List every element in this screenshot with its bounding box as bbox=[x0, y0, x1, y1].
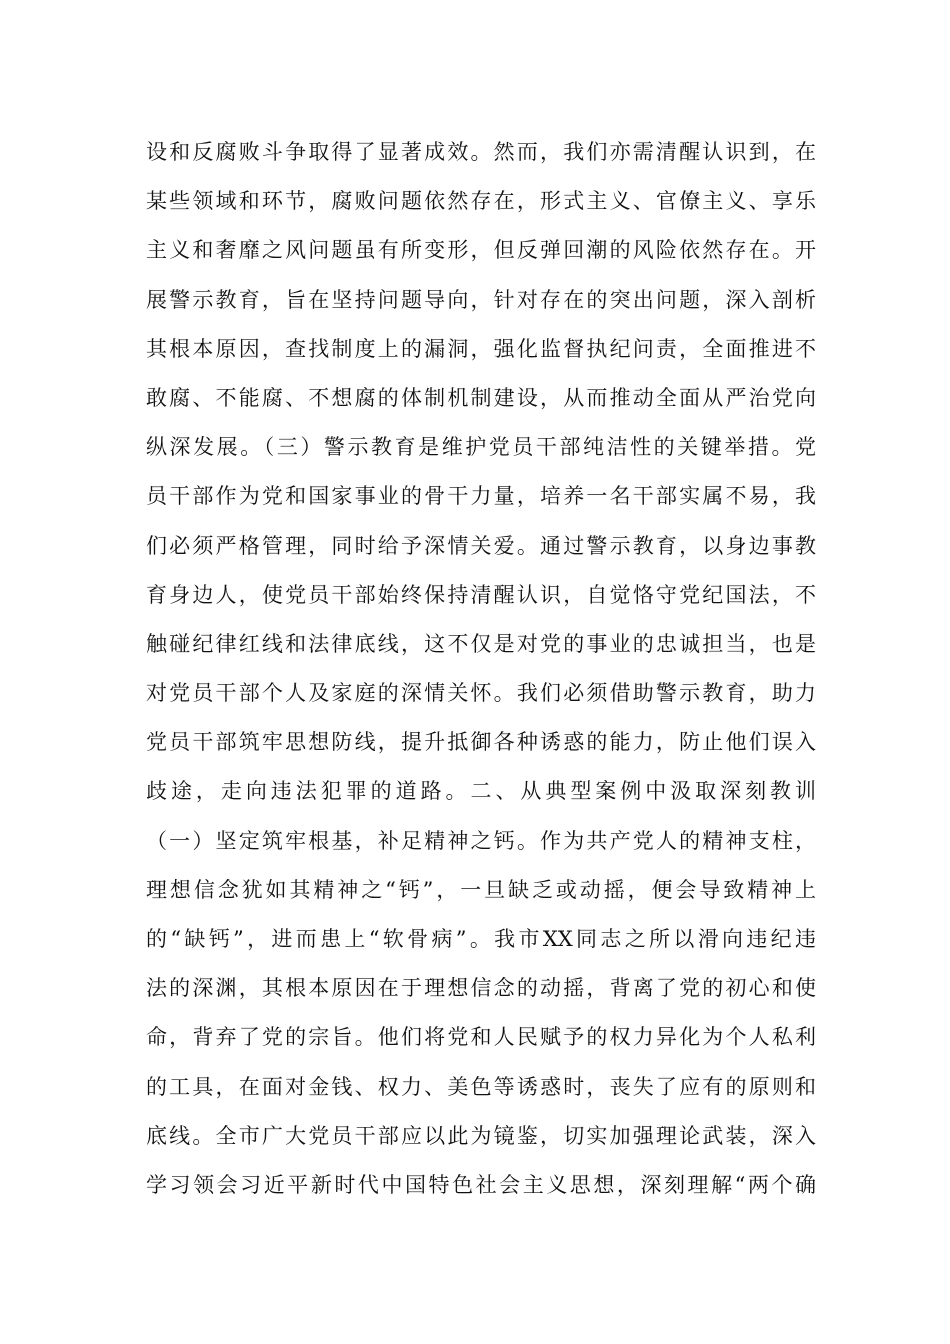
text-line: 命，背弃了党的宗旨。他们将党和人民赋予的权力异化为个人私利 bbox=[146, 1025, 816, 1050]
text-line: 法的深渊，其根本原因在于理想信念的动摇，背离了党的初心和使 bbox=[146, 976, 816, 1001]
text-line: 育身边人，使党员干部始终保持清醒认识，自觉恪守党纪国法，不 bbox=[146, 582, 816, 607]
text-line: 学习领会习近平新时代中国特色社会主义思想，深刻理解“两个确 bbox=[146, 1172, 816, 1197]
text-line: 员干部作为党和国家事业的骨干力量，培养一名干部实属不易，我 bbox=[146, 484, 816, 509]
text-line: 歧途，走向违法犯罪的道路。二、从典型案例中汲取深刻教训 bbox=[146, 779, 816, 804]
text-line: 展警示教育，旨在坚持问题导向，针对存在的突出问题，深入剖析 bbox=[146, 287, 816, 312]
text-line: 敢腐、不能腐、不想腐的体制机制建设，从而推动全面从严治党向 bbox=[146, 385, 816, 410]
text-line: 党员干部筑牢思想防线，提升抵御各种诱惑的能力，防止他们误入 bbox=[146, 730, 816, 755]
text-line: 触碰纪律红线和法律底线，这不仅是对党的事业的忠诚担当，也是 bbox=[146, 631, 816, 656]
text-line: 底线。全市广大党员干部应以此为镜鉴，切实加强理论武装，深入 bbox=[146, 1123, 816, 1148]
text-line: 主义和奢靡之风问题虽有所变形，但反弹回潮的风险依然存在。开 bbox=[146, 238, 816, 263]
text-line: 某些领域和环节，腐败问题依然存在，形式主义、官僚主义、享乐 bbox=[146, 189, 816, 214]
text-line: 们必须严格管理，同时给予深情关爱。通过警示教育，以身边事教 bbox=[146, 533, 816, 558]
text-line: 设和反腐败斗争取得了显著成效。然而，我们亦需清醒认识到，在 bbox=[146, 140, 816, 164]
text-line: 理想信念犹如其精神之“钙”，一旦缺乏或动摇，便会导致精神上 bbox=[146, 877, 816, 902]
text-line: 其根本原因，查找制度上的漏洞，强化监督执纪问责，全面推进不 bbox=[146, 336, 816, 361]
text-line: 的“缺钙”，进而患上“软骨病”。我市XX同志之所以滑向违纪违 bbox=[146, 927, 816, 951]
text-line: 对党员干部个人及家庭的深情关怀。我们必须借助警示教育，助力 bbox=[146, 681, 816, 706]
text-line: 的工具，在面对金钱、权力、美色等诱惑时，丧失了应有的原则和 bbox=[146, 1074, 816, 1099]
text-line: 纵深发展。（三）警示教育是维护党员干部纯洁性的关键举措。党 bbox=[146, 435, 816, 460]
body-text bbox=[146, 128, 816, 1210]
text-line: （一）坚定筑牢根基，补足精神之钙。作为共产党人的精神支柱， bbox=[146, 828, 816, 853]
